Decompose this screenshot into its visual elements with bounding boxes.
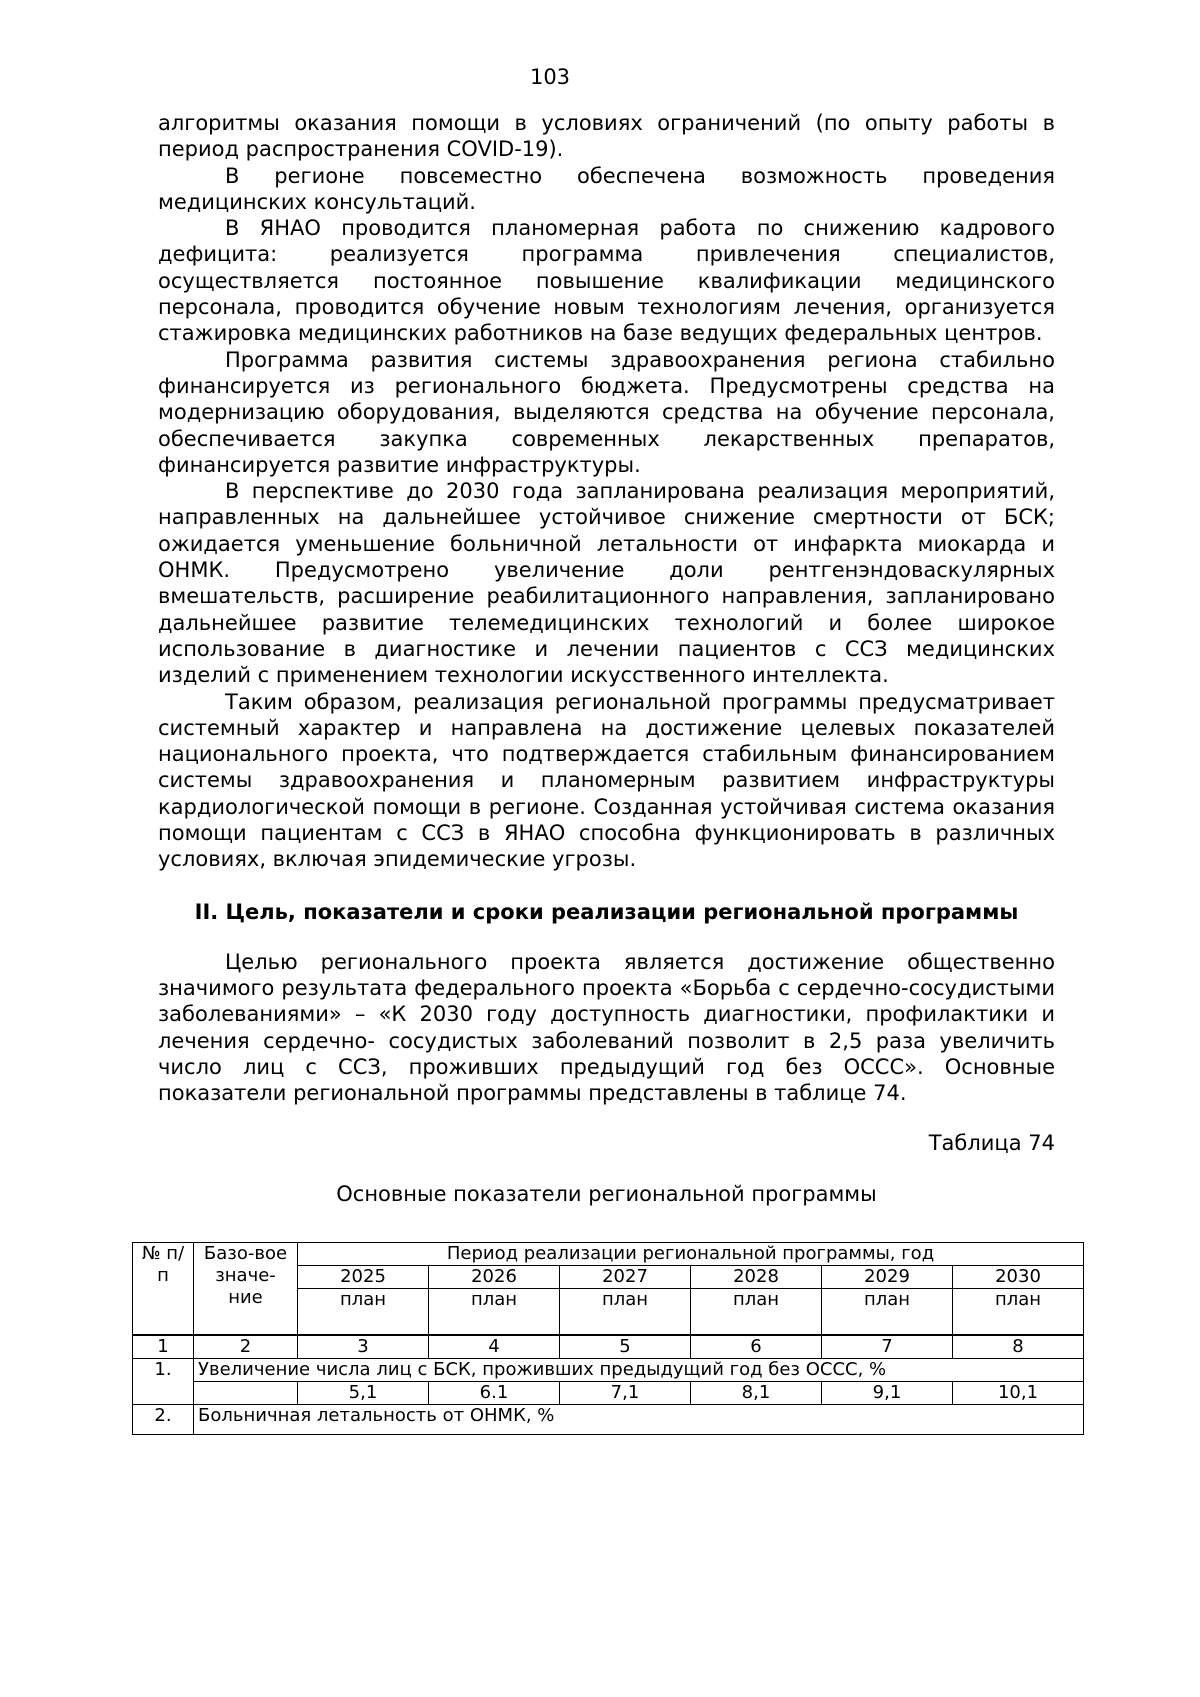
- header-year: 2030: [953, 1266, 1084, 1289]
- column-number: 4: [429, 1335, 560, 1359]
- page-number: 103: [529, 65, 571, 89]
- row-value: 10,1: [953, 1381, 1084, 1404]
- row-value: 9,1: [822, 1381, 953, 1404]
- paragraph-staff-shortage: В ЯНАО проводится планомерная работа по снижению кадрового дефицита: реализуется программа привлечения специалистов, осуществляется постоянное повышение квалификации медицинского персонала, проводится обучение новым технологиям лечения, организуется стажировка медицинских работников на базе ведущих федеральных центров.: [158, 216, 1055, 346]
- row-value: 7,1: [560, 1381, 691, 1404]
- header-year: 2027: [560, 1266, 691, 1289]
- header-year: 2026: [429, 1266, 560, 1289]
- row-base-value: [194, 1381, 298, 1404]
- column-number: 8: [953, 1335, 1084, 1359]
- row-label: Больничная летальность от ОНМК, %: [194, 1404, 1084, 1434]
- column-number: 6: [691, 1335, 822, 1359]
- header-plan: план: [560, 1289, 691, 1335]
- header-year: 2028: [691, 1266, 822, 1289]
- row-num: 2.: [133, 1404, 194, 1434]
- row-value: 5,1: [298, 1381, 429, 1404]
- paragraph-outlook-2030: В перспективе до 2030 года запланирована реализация мероприятий, направленных на дальнейшее устойчивое снижение смертности от БСК; ожидается уменьшение больничной летальности от инфаркта миокарда и ОНМК. Предусмотрено увеличение доли рентгенэндоваскулярных вмешательств, расширение реабилитационного направления, запланировано дальнейшее развитие телемедицинских технологий и более широкое использование в диагностике и лечении пациентов с ССЗ медицинских изделий с применением технологии искусственного интеллекта.: [158, 479, 1055, 688]
- table-row-values: [133, 1381, 1084, 1404]
- table-caption: Таблица 74: [928, 1131, 1055, 1156]
- header-period: Период реализации региональной программы, год: [298, 1243, 1084, 1266]
- paragraph-conclusion: Таким образом, реализация региональной программы предусматривает системный характер и направлена на достижение целевых показателей национального проекта, что подтверждается стабильным финансированием системы здравоохранения и планомерным развитием инфраструктуры кардиологической помощи в регионе. Созданная устойчивая система оказания помощи пациентам с ССЗ в ЯНАО способна функционировать в различных условиях, включая эпидемические угрозы.: [158, 689, 1055, 872]
- paragraph-financing: Программа развития системы здравоохранения региона стабильно финансируется из регионального бюджета. Предусмотрены средства на модернизацию оборудования, выделяются средства на обучение персонала, обеспечивается закупка современных лекарственных препаратов, финансируется развитие инфраструктуры.: [158, 347, 1055, 477]
- indicators-table: [132, 1242, 1084, 1435]
- paragraph-consultations: В регионе повсеместно обеспечена возможность проведения медицинских консультаций.: [158, 163, 1055, 214]
- header-plan: план: [953, 1289, 1084, 1335]
- header-year: 2025: [298, 1266, 429, 1289]
- indicators-table-wrapper: [132, 1242, 1083, 1435]
- header-plan: план: [691, 1289, 822, 1335]
- paragraph-covid-algorithms: алгоритмы оказания помощи в условиях ограничений (по опыту работы в период распространения COVID-19).: [158, 111, 1055, 162]
- row-num: 1.: [133, 1358, 194, 1404]
- section-heading: II. Цель, показатели и сроки реализации региональной программы: [194, 899, 1019, 924]
- column-number: 5: [560, 1335, 691, 1359]
- paragraph-goal: Целью регионального проекта является достижение общественно значимого результата федерального проекта «Борьба с сердечно-сосудистыми заболеваниями» – «К 2030 году доступность диагностики, профилактики и лечения сердечно- сосудистых заболеваний позволит в 2,5 раза увеличить число лиц с ССЗ, проживших предыдущий год без ОССС». Основные показатели региональной программы представлены в таблице 74.: [158, 949, 1055, 1106]
- header-plan: план: [298, 1289, 429, 1335]
- header-plan: план: [429, 1289, 560, 1335]
- table-title: Основные показатели региональной программы: [336, 1181, 877, 1206]
- header-num: № п/п: [133, 1243, 194, 1335]
- row-value: 6.1: [429, 1381, 560, 1404]
- column-number: 1: [133, 1335, 194, 1359]
- row-value: 8,1: [691, 1381, 822, 1404]
- column-number: 3: [298, 1335, 429, 1359]
- table-row: [133, 1358, 1084, 1381]
- document-body: [158, 110, 1055, 1207]
- row-label: Увеличение числа лиц с БСК, проживших предыдущий год без ОССС, %: [194, 1358, 1084, 1381]
- table-column-numbers-row: [133, 1335, 1084, 1359]
- column-number: 2: [194, 1335, 298, 1359]
- header-base: Базо-вое значе-ние: [194, 1243, 298, 1335]
- table-row: [133, 1404, 1084, 1434]
- header-year: 2029: [822, 1266, 953, 1289]
- header-plan: план: [822, 1289, 953, 1335]
- table-header-row: [133, 1243, 1084, 1266]
- column-number: 7: [822, 1335, 953, 1359]
